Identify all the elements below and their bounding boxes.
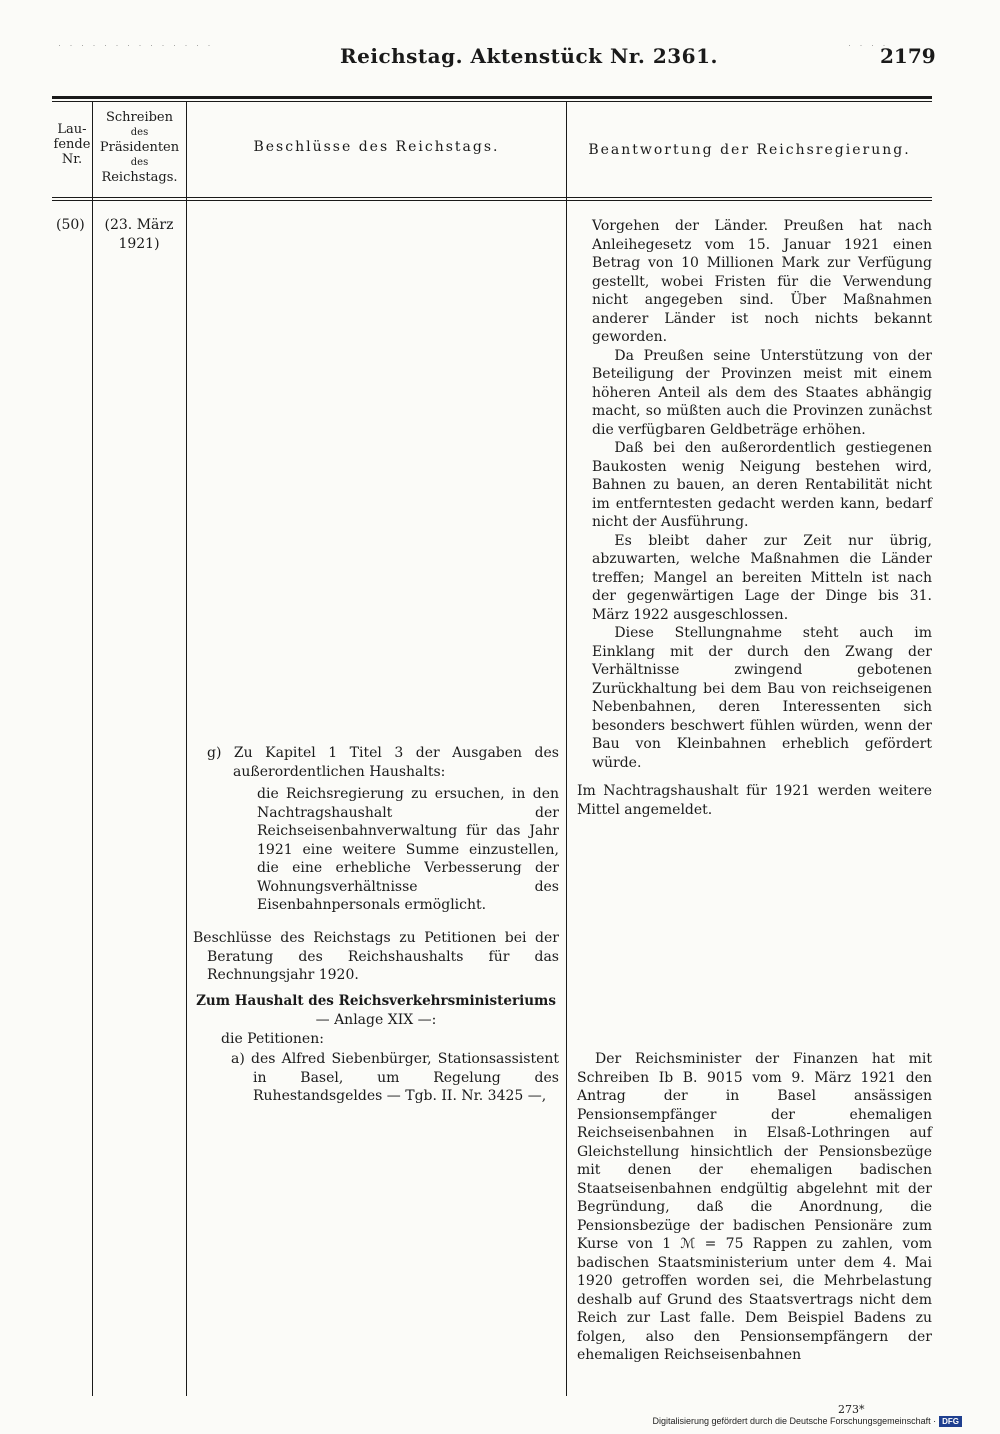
item-g-body: die Reichsregierung zu ersuchen, in den Nachtragshaushalt der Reichseisenbahnverwaltung für das Jahr 1921 eine weitere Summe einzustellen, die eine erhebliche Verbesserung der Wohnungsverhältnisse des Eisenbahnpersonals ermöglicht.: [257, 786, 559, 913]
answer-paragraph: Vorgehen der Länder. Preußen hat nach Anleihegesetz vom 15. Januar 1921 einen Betrag von 10 Millionen Mark zur Verfügung gestellt, wobei Fristen für die Verwendung nicht angegeben sind. Über Maßnahmen anderer Länder ist noch nichts bekannt geworden.: [592, 218, 932, 345]
column-divider-2: [186, 101, 187, 1396]
running-number: (50): [56, 217, 85, 233]
item-g-answer: Im Nachtragshaushalt für 1921 werden weitere Mittel angemeldet.: [577, 783, 932, 818]
petitions-heading: Beschlüsse des Reichstags zu Petitionen bei der Beratung des Reichshaushalts für das Rechnungsjahr 1920.: [193, 930, 559, 983]
column-head-running-number: Lau- fende Nr.: [53, 122, 91, 167]
column-divider-3: [566, 101, 567, 1396]
letter-date: (23. März 1921): [104, 217, 174, 252]
header-rule-thin: [52, 101, 932, 102]
answer-paragraph: Da Preußen seine Unterstützung von der Beteiligung der Provinzen meist mit einem höheren Anteil als dem des Staates abhängig macht, so müßten auch die Provinzen zunächst die verfügbaren Geldbeträge erhöhen.: [592, 347, 932, 438]
faint-marginalia-right: · · · ·: [848, 40, 889, 50]
annex-label: — Anlage XIX —:: [315, 1012, 437, 1028]
answer-paragraph: Diese Stellungnahme steht auch im Einklang mit der durch den Zwang der Verhältnisse zwingend gebotenen Zurückhaltung bei dem Bau von reichseigenen Nebenbahnen, deren Interessenten sich besonders beschwert fühlen würden, wenn der Bau von Kleinbahnen erheblich gefördert würde.: [592, 625, 932, 771]
page-number: 2179: [880, 44, 936, 68]
item-g-heading: g) Zu Kapitel 1 Titel 3 der Ausgaben des außerordentlichen Haushalts:: [207, 745, 559, 780]
item-a-petition: a) des Alfred Siebenbürger, Stationsassistent in Basel, um Regelung des Ruhestandsgeldes — Tgb. II. Nr. 3425 —,: [231, 1051, 559, 1104]
petitions-intro: die Petitionen:: [221, 1031, 324, 1047]
answer-continuation: [592, 217, 932, 772]
digitization-credit: Digitalisierung gefördert durch die Deutsche Forschungsgemeinschaft · DFG: [652, 1416, 962, 1427]
answer-paragraph: Daß bei den außerordentlich gestiegenen Baukosten wenig Neigung bestehen wird, Bahnen zu bauen, an deren Rentabilität nicht im entferntesten gedacht werden kann, bedarf nicht der Ausführung.: [592, 440, 932, 530]
running-head-title: Reichstag. Aktenstück Nr. 2361.: [340, 44, 718, 68]
faint-marginalia-left: · · · · · · · · · · · · · ·: [58, 40, 214, 50]
answer-paragraph: Es bleibt daher zur Zeit nur übrig, abzuwarten, welche Maßnahmen die Länder treffen; Mangel an bereiten Mitteln ist nach der gegenwärtigen Lage der Dinge bis 31. März 1922 ausgeschlossen.: [592, 532, 932, 623]
ministry-heading: Zum Haushalt des Reichsverkehrsministeriums: [196, 993, 556, 1009]
column-head-president-letter: Schreiben des Präsidenten des Reichstags.: [99, 110, 180, 185]
header-rule-thick: [52, 96, 932, 99]
column-head-rule-2: [52, 200, 932, 201]
column-head-resolutions: Beschlüsse des Reichstags.: [253, 139, 500, 155]
column-head-rule: [52, 197, 932, 198]
column-divider-1: [92, 101, 93, 1396]
dfg-logo-icon: DFG: [939, 1416, 962, 1427]
item-a-answer: Der Reichsminister der Finanzen hat mit Schreiben Ib B. 9015 vom 9. März 1921 den Antrag der in Basel ansässigen Pensionsempfänger der ehemaligen Reichseisenbahnen in Elsaß-Lothringen auf Gleichstellung hinsichtlich der Pensionsbezüge mit denen der ehemaligen badischen Staatseisenbahnen endgültig abgelehnt mit der Begründung, daß die Anordnung, die Pensionsbezüge der badischen Pensionäre zum Kurse von 1 ℳ = 75 Rappen zu zahlen, vom badischen Staatsministerium unter dem 4. Mai 1920 getroffen worden sei, die Mehrbelastung deshalb auf Grund des Staatsvertrags nicht dem Reich zur Last falle. Dem Beispiel Badens zu folgen, also den Pensionsempfängern der ehemaligen Reichseisenbahnen: [577, 1051, 932, 1363]
column-head-government-answer: Beantwortung der Reichsregierung.: [588, 142, 911, 158]
sheet-mark: 273*: [838, 1403, 865, 1416]
